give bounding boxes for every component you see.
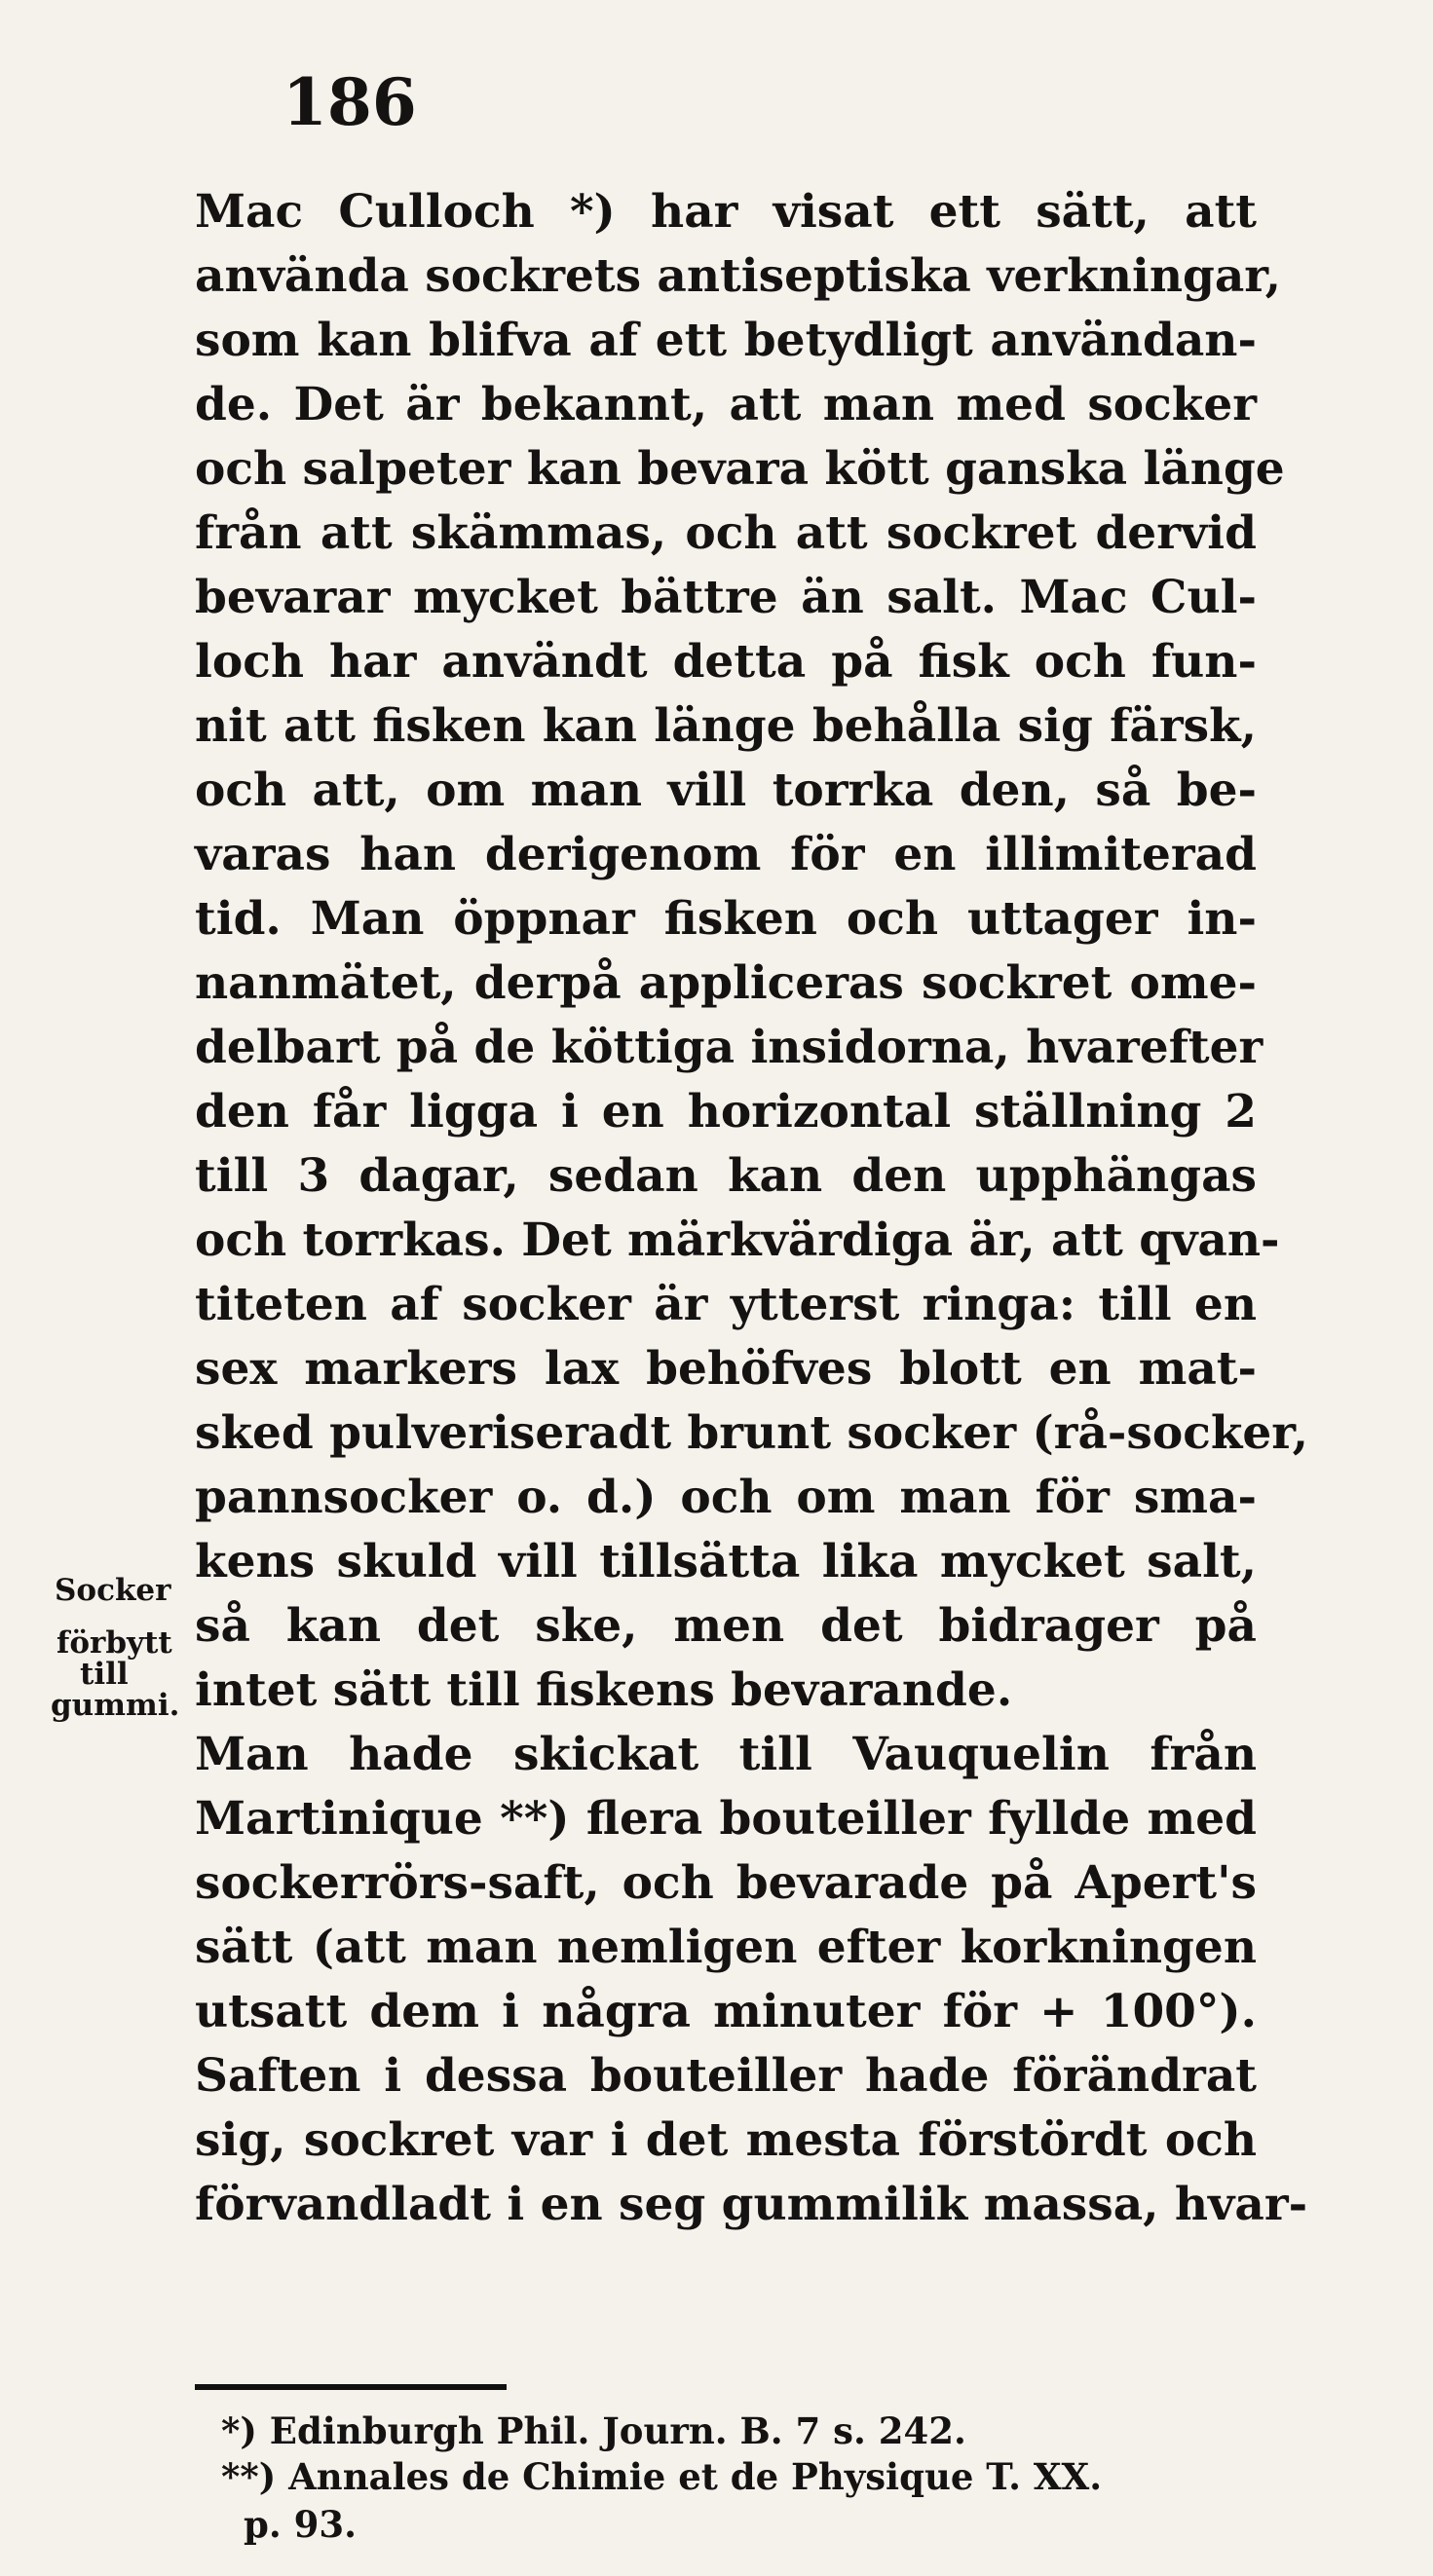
text-line: varas han derigenom för en illimiterad xyxy=(195,828,1257,881)
text-line: Man hade skickat till Vauquelin från xyxy=(195,1728,1257,1781)
text-line: utsatt dem i några minuter för + 100°). xyxy=(195,1985,1257,2038)
text-line: Mac Culloch *) har visat ett sätt, att xyxy=(195,185,1257,239)
footnote: **) Annales de Chimie et de Physique T. XX. xyxy=(221,2455,1103,2498)
text-line: så kan det ske, men det bidrager på xyxy=(195,1599,1257,1653)
text-line: pannsocker o. d.) och om man för sma- xyxy=(195,1471,1257,1524)
text-line: sked pulveriseradt brunt socker (rå-socker, xyxy=(195,1406,1309,1460)
footnote-divider xyxy=(195,2384,507,2390)
footnote: p. 93. xyxy=(244,2503,358,2546)
text-line: sig, sockret var i det mesta förstördt och xyxy=(195,2113,1257,2167)
text-line: förvandladt i en seg gummilik massa, hvar- xyxy=(195,2178,1308,2231)
page-number: 186 xyxy=(283,64,417,140)
text-line: tid. Man öppnar fisken och uttager in- xyxy=(195,892,1257,946)
text-line: använda sockrets antiseptiska verkningar, xyxy=(195,249,1282,303)
text-line: nanmätet, derpå appliceras sockret ome- xyxy=(195,956,1257,1010)
text-line: nit att fisken kan länge behålla sig färsk, xyxy=(195,699,1257,753)
text-line: Saften i dessa bouteiller hade förändrat xyxy=(195,2049,1257,2103)
text-line: titeten af socker är ytterst ringa: till en xyxy=(195,1278,1257,1331)
text-line: och torrkas. Det märkvärdiga är, att qvan- xyxy=(195,1213,1280,1267)
text-line: bevarar mycket bättre än salt. Mac Cul- xyxy=(195,571,1257,624)
margin-note-line: Socker xyxy=(55,1573,171,1608)
text-line: sätt (att man nemligen efter korkningen xyxy=(195,1921,1257,1974)
text-line: till 3 dagar, sedan kan den upphängas xyxy=(195,1149,1257,1203)
text-line: sockerrörs-saft, och bevarade på Apert's xyxy=(195,1856,1257,1910)
margin-note-line: förbytt xyxy=(57,1625,172,1661)
text-line: sex markers lax behöfves blott en mat- xyxy=(195,1342,1257,1396)
footnote: *) Edinburgh Phil. Journ. B. 7 s. 242. xyxy=(221,2409,966,2452)
text-line: Martinique **) flera bouteiller fyllde med xyxy=(195,1792,1257,1846)
text-line: de. Det är bekannt, att man med socker xyxy=(195,378,1257,431)
text-line: och salpeter kan bevara kött ganska länge xyxy=(195,442,1285,496)
margin-note-line: till xyxy=(80,1657,129,1692)
text-line: från att skämmas, och att sockret dervid xyxy=(195,506,1257,560)
text-line: som kan blifva af ett betydligt användan- xyxy=(195,314,1257,367)
margin-note-line: gummi. xyxy=(51,1688,180,1723)
text-line: kens skuld vill tillsätta lika mycket salt, xyxy=(195,1535,1257,1588)
text-line: och att, om man vill torrka den, så be- xyxy=(195,764,1257,817)
text-line: delbart på de köttiga insidorna, hvarefter xyxy=(195,1021,1263,1074)
text-line: loch har användt detta på fisk och fun- xyxy=(195,635,1257,689)
text-line: intet sätt till fiskens bevarande. xyxy=(195,1663,1013,1717)
text-line: den får ligga i en horizontal ställning 2 xyxy=(195,1085,1257,1139)
